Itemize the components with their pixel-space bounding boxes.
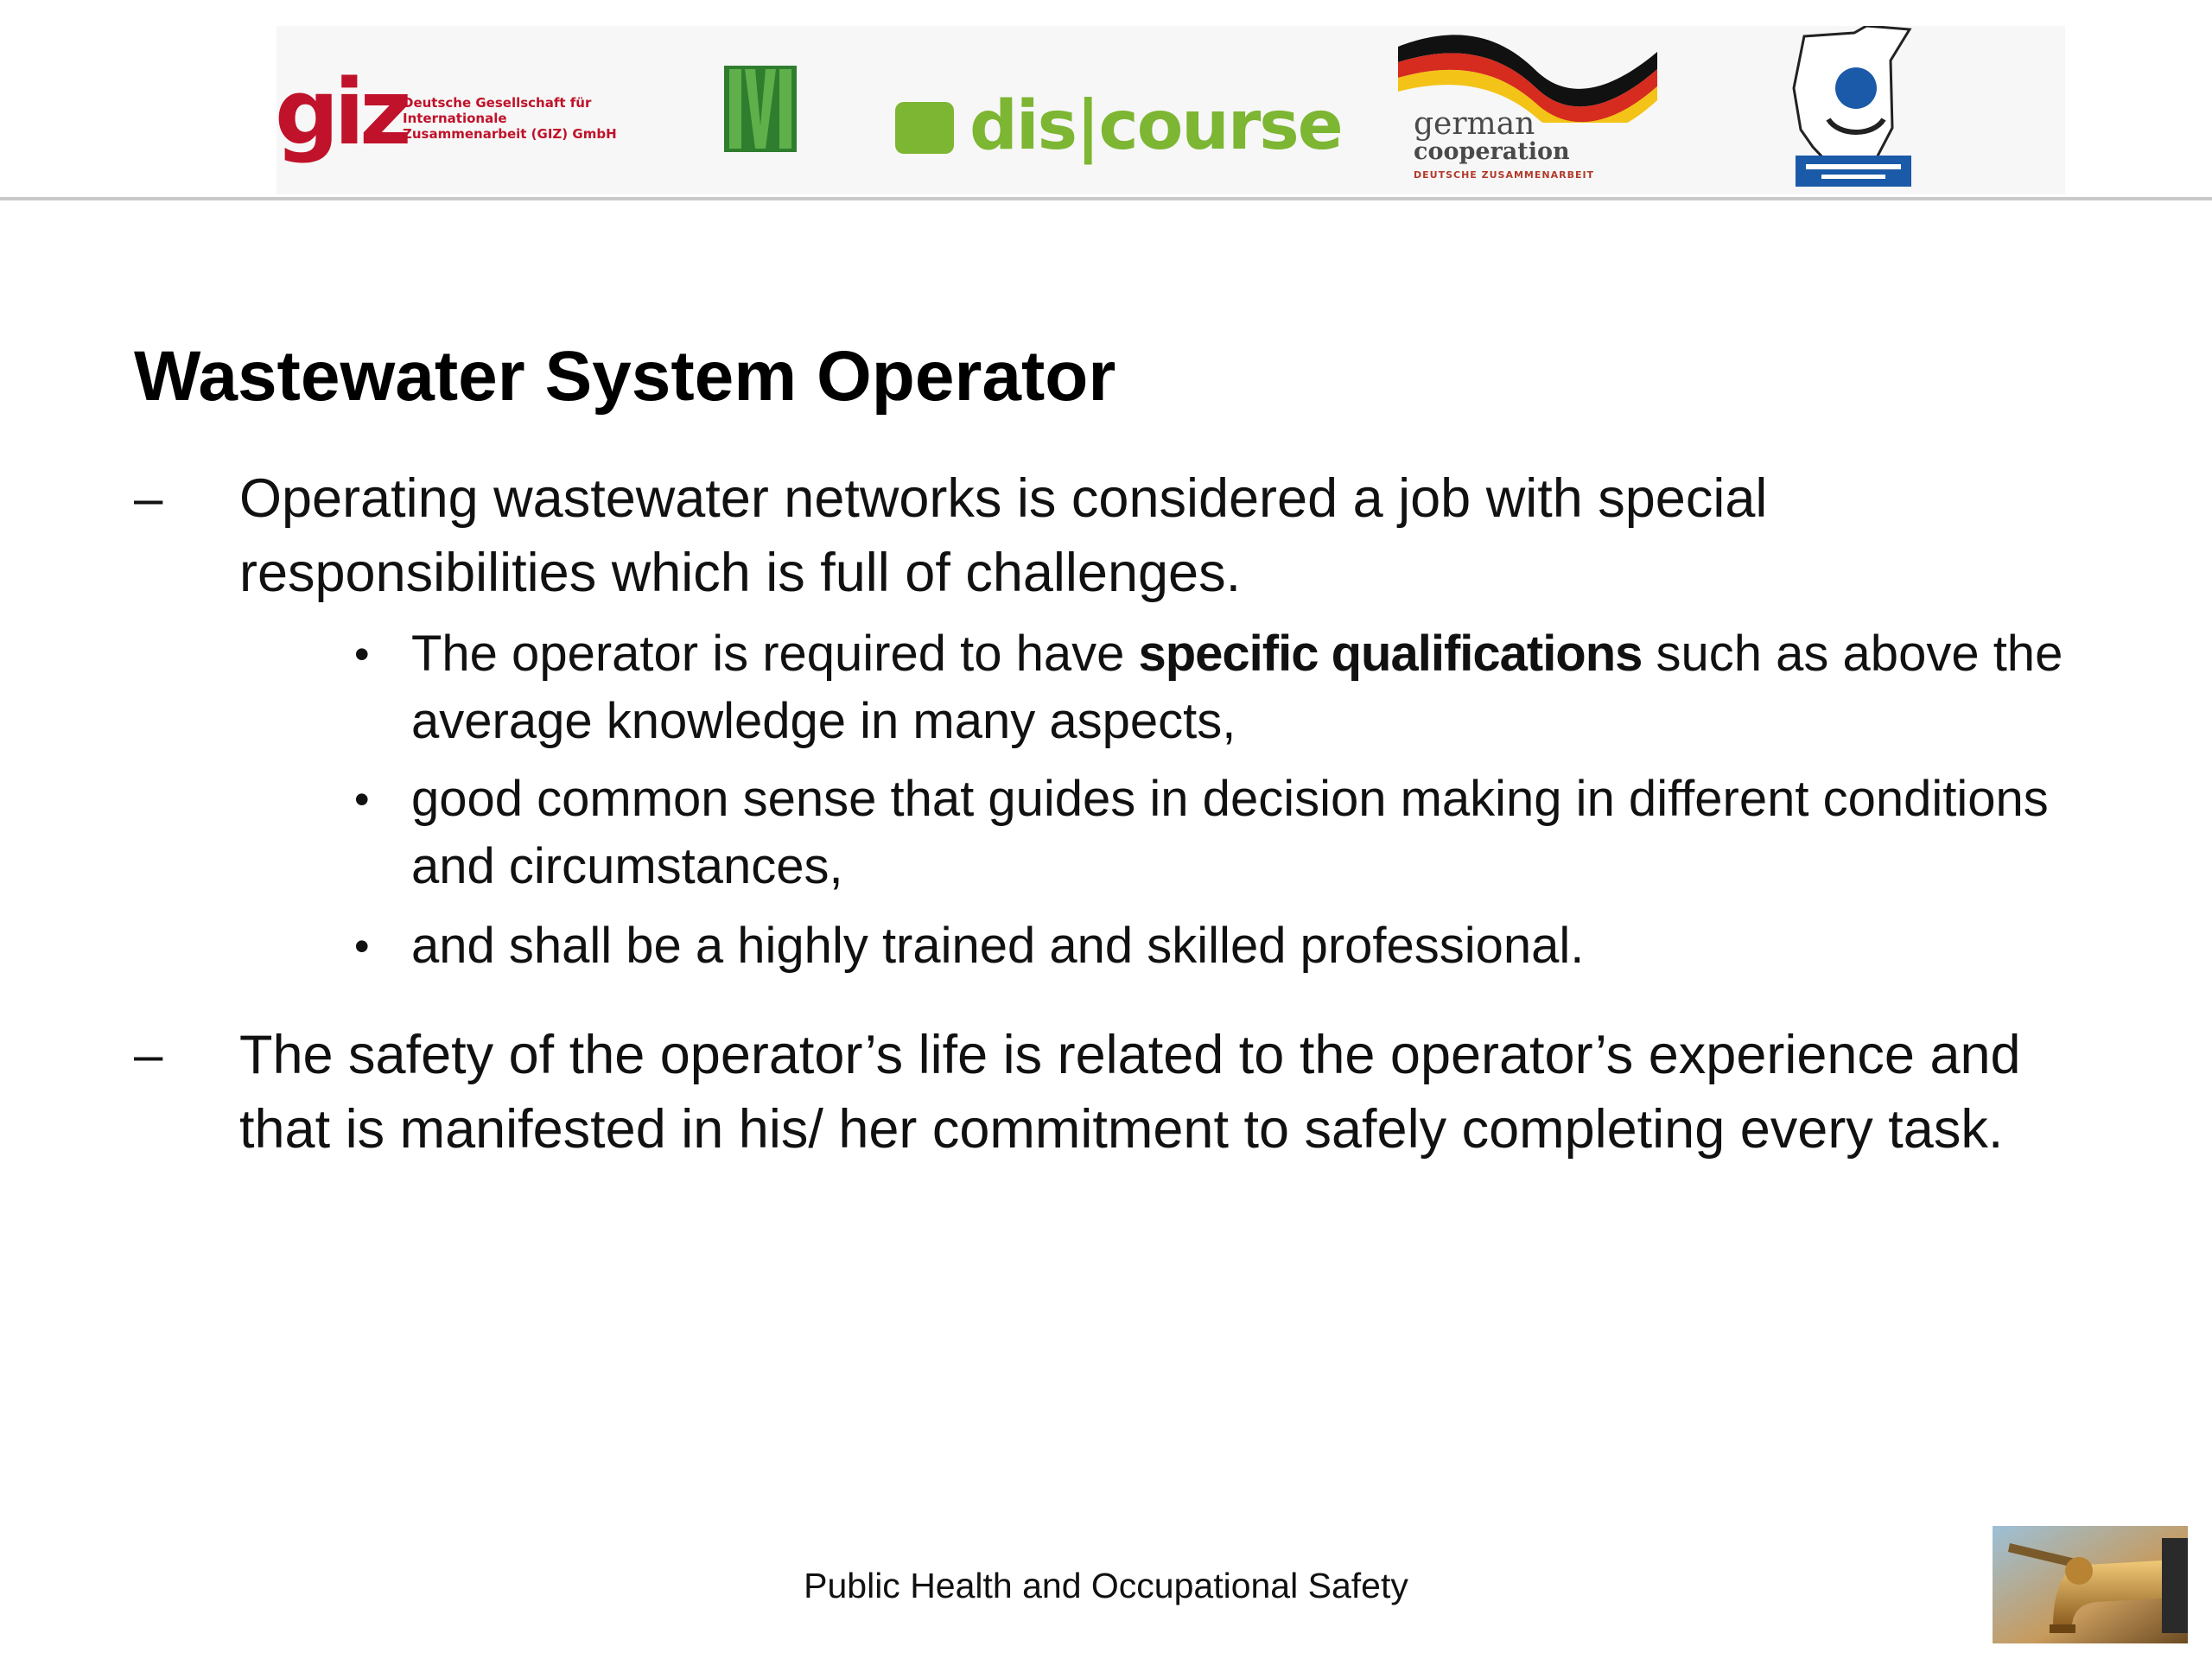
discourse-logo-text: dis|course <box>969 87 1342 165</box>
bullet-marker: • <box>354 922 370 970</box>
dash-marker: – <box>134 469 163 527</box>
water-tap-icon <box>1993 1526 2188 1643</box>
bullet-item-text <box>411 620 2079 755</box>
german-cooperation-line1: german <box>1414 106 1535 142</box>
bullet-item-text: good common sense that guides in decision making in different conditions and circumstances, <box>411 771 2049 894</box>
german-cooperation-logo <box>1398 28 1675 192</box>
kenya-map-icon <box>1787 26 1916 190</box>
bullet-text-emphasis: specific qualifications <box>1138 626 1643 682</box>
dash-marker: – <box>134 1026 163 1084</box>
water-services-trust-fund-logo <box>1787 26 1916 190</box>
bullet-item-text: and shall be a highly trained and skilled professional. <box>411 918 1585 974</box>
bullet-marker: • <box>354 775 370 823</box>
giz-logo-text: Deutsche Gesellschaft für Internationale Zusammenarbeit (GIZ) GmbH <box>403 95 617 142</box>
german-cooperation-line2: cooperation <box>1414 138 1570 165</box>
giz-logo <box>275 60 638 180</box>
bullet-text-after: such as above the average knowledge in many aspects, <box>411 626 2063 749</box>
giz-logo-mark: giz <box>275 60 407 165</box>
dash-item-text: The safety of the operator’s life is related to the operator’s experience and that is manifested in his/ her commitment to safely completing every task. <box>239 1025 2021 1160</box>
bullet-marker: • <box>354 630 370 678</box>
mv-logo <box>724 66 797 152</box>
slide-footer: Public Health and Occupational Safety <box>804 1566 1408 1605</box>
discourse-logo-square <box>895 102 954 154</box>
logo-header <box>0 0 2212 200</box>
water-tap-photo <box>1993 1526 2188 1643</box>
bullet-text-before: The operator is required to have <box>411 626 1139 682</box>
dash-item-text: Operating wastewater networks is considered a job with special responsibilities which is full of challenges. <box>239 468 1768 603</box>
mv-logo-icon <box>724 66 797 152</box>
german-cooperation-line3: DEUTSCHE ZUSAMMENARBEIT <box>1414 169 1595 181</box>
slide-title: Wastewater System Operator <box>134 337 1116 416</box>
discourse-logo <box>895 83 1342 169</box>
